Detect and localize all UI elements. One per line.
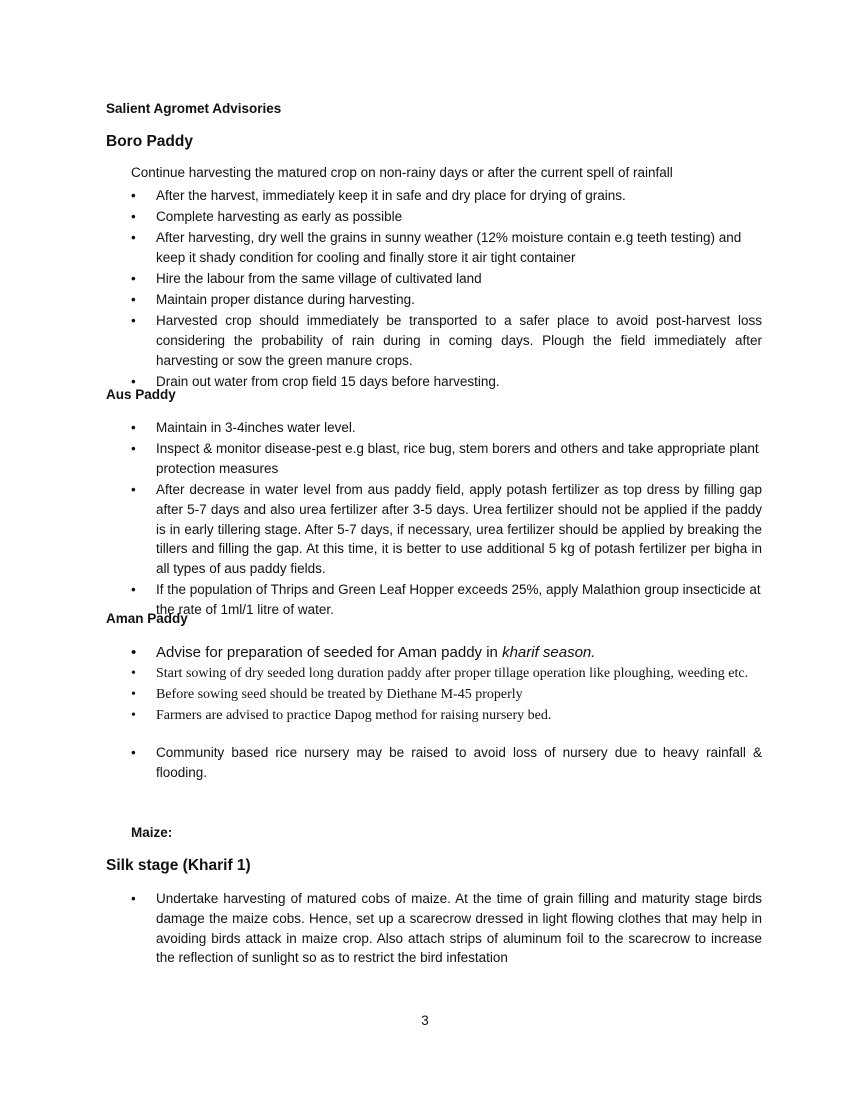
maize-title: Maize: (131, 825, 173, 840)
list-item: • Drain out water from crop field 15 days before harvesting. (131, 373, 500, 389)
list-item: • Community based rice nursery may be raised to avoid loss of nursery due to heavy rainfall & flooding. (131, 745, 762, 780)
section-heading: Salient Agromet Advisories (106, 101, 282, 116)
boro-paddy-list (106, 186, 762, 392)
aman-paddy-list-first (106, 642, 762, 663)
maize-stage-title: Silk stage (Kharif 1) (106, 857, 251, 874)
list-item: • Before sowing seed should be treated by Diethane M-45 properly (131, 687, 523, 703)
boro-paddy-intro: Continue harvesting the matured crop on non-rainy days or after the current spell of rainfall (131, 165, 673, 180)
aman-paddy-list-last (106, 743, 762, 783)
list-item: • Maintain proper distance during harvesting. (131, 292, 415, 308)
list-item: • Complete harvesting as early as possible (131, 209, 403, 225)
aman-paddy-list (106, 664, 762, 726)
list-item: • Maintain in 3-4inches water level. (131, 420, 356, 435)
list-item: • After harvesting, dry well the grains in sunny weather (12% moisture contain e.g teeth testing) and keep it shady condition for cooling and finally store it air tight container (131, 230, 742, 265)
aus-paddy-title: Aus Paddy (106, 387, 176, 402)
page-number: 3 (421, 1013, 429, 1028)
aman-paddy-title: Aman Paddy (106, 611, 188, 626)
maize-list (106, 889, 762, 968)
list-item: • Advise for preparation of seeded for Aman paddy in kharif season. (131, 644, 596, 661)
boro-paddy-title: Boro Paddy (106, 133, 193, 150)
list-item: • Inspect & monitor disease-pest e.g blast, rice bug, stem borers and others and take appropriate plant protection measures (131, 441, 759, 476)
list-item: • Start sowing of dry seeded long duration paddy after proper tillage operation like ploughing, weeding etc. (131, 666, 749, 681)
list-item: • Hire the labour from the same village of cultivated land (131, 271, 482, 287)
list-item: • Undertake harvesting of matured cobs of maize. At the time of grain filling and maturity stage birds damage the maize cobs. Hence, set up a scarecrow dressed in light flowing clothes that may help in avoiding birds attack in maize crop. Also attach strips of aluminum foil to the scarecrow to increase the reflection of sunlight so as to restrict the bird infestation (131, 891, 762, 966)
list-item: • Harvested crop should immediately be transported to a safer place to avoid post-harvest loss considering the probability of rain during in coming days. Plough the field immediately after harvesting or sow the green manure crops. (131, 313, 762, 368)
list-item: • After decrease in water level from aus paddy field, apply potash fertilizer as top dress by filling gap after 5-7 days and also urea fertilizer after 3-5 days. Urea fertilizer should not be applied if the paddy is in early tillering stage. After 5-7 days, if necessary, urea fertilizer should be applied by breaking the tillers and filling the gap. At this time, it is better to use additional 5 kg of potash fertilizer per bigha in all types of aus paddy fields. (131, 481, 762, 577)
list-item: • If the population of Thrips and Green Leaf Hopper exceeds 25%, apply Malathion group insecticide at the rate of 1ml/1 litre of water. (131, 582, 761, 618)
list-item: • After the harvest, immediately keep it in safe and dry place for drying of grains. (131, 188, 626, 203)
list-item: • Farmers are advised to practice Dapog method for raising nursery bed. (131, 708, 552, 724)
aus-paddy-list (106, 418, 762, 620)
